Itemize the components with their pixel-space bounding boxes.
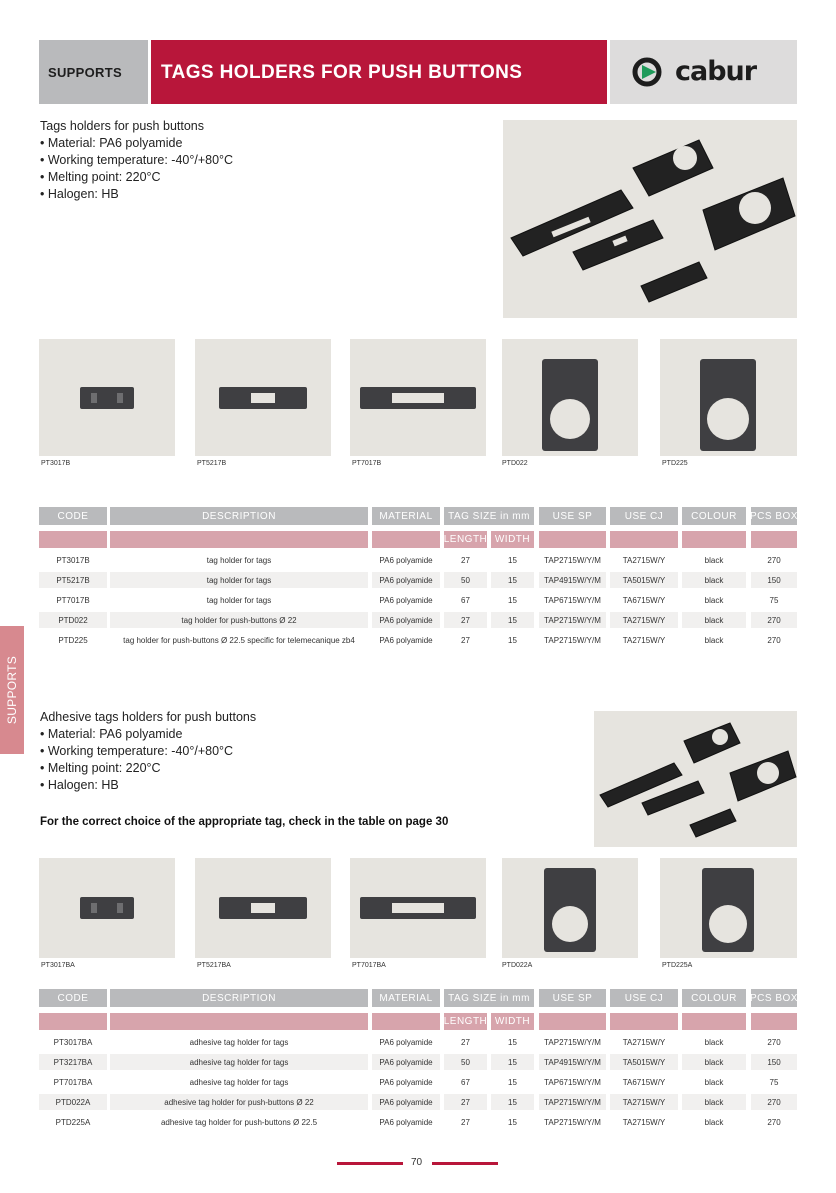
- page-rule-right: [432, 1162, 498, 1165]
- side-tab-label: SUPPORTS: [5, 655, 19, 725]
- thumb-caption: PTD022: [502, 460, 528, 467]
- header-title-box: [151, 40, 607, 104]
- subheader-blank: [372, 1013, 440, 1030]
- col-header-tag-size: TAG SIZE in mm: [444, 989, 534, 1007]
- subheader-blank: [110, 531, 368, 548]
- adhesive-tag-holder-short-icon: [39, 858, 175, 958]
- cell-use-sp: TAP6715W/Y/M: [544, 1077, 601, 1087]
- subheader-blank: [39, 1013, 107, 1030]
- cell-code: PTD225: [58, 635, 88, 645]
- cell-description: adhesive tag holder for push-buttons Ø 22: [110, 1094, 368, 1110]
- cell-material: PA6 polyamide: [379, 635, 433, 645]
- cell-pcs-box: 270: [751, 1094, 797, 1110]
- cell-description: adhesive tag holder for tags: [110, 1054, 368, 1070]
- intro-line: • Halogen: HB: [40, 778, 119, 792]
- cell-material: PA6 polyamide: [379, 555, 433, 565]
- tag-holders-group-icon: [503, 120, 797, 318]
- cell-use-sp: TAP2715W/Y/M: [544, 635, 601, 645]
- thumb-caption: PT3017B: [41, 460, 71, 467]
- intro-line: • Halogen: HB: [40, 187, 119, 201]
- intro-line: • Material: PA6 polyamide: [40, 136, 183, 150]
- cell-use-cj: TA2715W/Y: [622, 1117, 666, 1127]
- intro-line: • Working temperature: -40°/+80°C: [40, 153, 234, 167]
- section2-intro: [40, 709, 256, 794]
- thumb-caption: PTD225: [662, 460, 688, 467]
- subheader-blank: [610, 1013, 678, 1030]
- intro-line: Tags holders for push buttons: [40, 119, 204, 133]
- cell-use-sp: TAP2715W/Y/M: [539, 612, 606, 628]
- col-header-code: CODE: [39, 507, 107, 525]
- col-header-pcs-box: PCS BOX: [751, 507, 797, 525]
- product-thumbnail: [660, 858, 797, 958]
- cell-description: adhesive tag holder for tags: [189, 1037, 289, 1047]
- cell-use-cj: TA2715W/Y: [622, 1037, 666, 1047]
- product-thumbnail: [350, 339, 486, 456]
- col-header-colour: COLOUR: [682, 507, 746, 525]
- col-header-pcs-box: PCS BOX: [751, 989, 797, 1007]
- thumb-caption: PT7017B: [352, 460, 382, 467]
- cell-colour: black: [682, 1094, 746, 1110]
- adhesive-tag-holder-long-icon: [350, 858, 486, 958]
- cell-material: PA6 polyamide: [379, 595, 433, 605]
- logo-mark-icon: [632, 57, 672, 87]
- subheader-blank: [751, 531, 797, 548]
- product-thumbnail: [195, 858, 331, 958]
- cell-width: 15: [491, 572, 534, 588]
- cell-pcs-box: 150: [751, 1054, 797, 1070]
- thumb-caption: PTD022A: [502, 962, 533, 969]
- intro-line: • Melting point: 220°C: [40, 170, 161, 184]
- col-header-use-cj: USE CJ: [610, 507, 678, 525]
- col-header-description: DESCRIPTION: [110, 989, 368, 1007]
- cell-code: PT7017BA: [53, 1077, 93, 1087]
- cell-colour: black: [704, 595, 724, 605]
- cell-code: PTD225A: [55, 1117, 91, 1127]
- cell-code: PT5217B: [39, 572, 107, 588]
- cell-use-sp: TAP6715W/Y/M: [544, 595, 601, 605]
- cell-pcs-box: 270: [767, 1117, 781, 1127]
- adhesive-tag-holder-round-22-icon: [502, 858, 638, 958]
- cell-material: PA6 polyamide: [379, 1077, 433, 1087]
- intro-line: • Working temperature: -40°/+80°C: [40, 744, 234, 758]
- page-rule-left: [337, 1162, 403, 1165]
- product-thumbnail: [195, 339, 331, 456]
- cell-width: 15: [508, 1077, 517, 1087]
- brand-logo: [610, 40, 797, 104]
- cell-code: PTD022: [39, 612, 107, 628]
- cell-colour: black: [704, 635, 724, 645]
- cell-colour: black: [704, 1077, 724, 1087]
- cell-code: PT3017B: [56, 555, 90, 565]
- cell-pcs-box: 270: [767, 1037, 781, 1047]
- subheader-length: LENGTH: [444, 531, 487, 548]
- col-header-material: MATERIAL: [372, 507, 440, 525]
- section1-intro: [40, 118, 233, 203]
- tag-holder-notched-icon: [660, 339, 797, 456]
- cell-width: 15: [491, 1054, 534, 1070]
- cell-length: 27: [461, 635, 470, 645]
- logo-wordmark: cabur: [675, 56, 757, 87]
- col-header-use-cj: USE CJ: [610, 989, 678, 1007]
- product-thumbnail: [39, 858, 175, 958]
- subheader-width: WIDTH: [491, 531, 534, 548]
- cell-width: 15: [508, 555, 517, 565]
- tag-holder-short-icon: [39, 339, 175, 456]
- subheader-blank: [539, 531, 606, 548]
- subheader-blank: [751, 1013, 797, 1030]
- cell-material: PA6 polyamide: [372, 1054, 440, 1070]
- cell-use-sp: TAP4915W/Y/M: [539, 572, 606, 588]
- subheader-blank: [539, 1013, 606, 1030]
- cell-code: PT3217BA: [39, 1054, 107, 1070]
- cell-use-sp: TAP2715W/Y/M: [544, 1117, 601, 1127]
- cell-length: 67: [461, 1077, 470, 1087]
- tag-holder-medium-icon: [195, 339, 331, 456]
- product-photo-adhesive: [594, 711, 797, 847]
- adhesive-tag-holders-group-icon: [594, 711, 797, 847]
- cell-length: 27: [461, 555, 470, 565]
- header-section-box: [39, 40, 148, 104]
- subheader-blank: [110, 1013, 368, 1030]
- cell-use-cj: TA2715W/Y: [610, 612, 678, 628]
- cell-use-sp: TAP4915W/Y/M: [539, 1054, 606, 1070]
- col-header-description: DESCRIPTION: [110, 507, 368, 525]
- cell-use-cj: TA2715W/Y: [622, 635, 666, 645]
- cell-use-cj: TA5015W/Y: [610, 572, 678, 588]
- product-thumbnail: [502, 858, 638, 958]
- cell-colour: black: [704, 1117, 724, 1127]
- cell-width: 15: [491, 1094, 534, 1110]
- cell-use-cj: TA6715W/Y: [622, 595, 666, 605]
- cell-description: adhesive tag holder for tags: [189, 1077, 289, 1087]
- cell-use-cj: TA2715W/Y: [622, 555, 666, 565]
- cell-pcs-box: 75: [769, 595, 779, 605]
- cell-use-sp: TAP2715W/Y/M: [544, 555, 601, 565]
- thumb-caption: PT5217BA: [197, 962, 231, 969]
- adhesive-tag-holder-medium-icon: [195, 858, 331, 958]
- subheader-length: LENGTH: [444, 1013, 487, 1030]
- cell-description: adhesive tag holder for push-buttons Ø 22.5: [160, 1117, 318, 1127]
- side-section-tab[interactable]: [0, 626, 24, 754]
- tag-choice-note: For the correct choice of the appropriate tag, check in the table on page 30: [40, 816, 449, 828]
- cell-width: 15: [491, 612, 534, 628]
- cell-width: 15: [508, 595, 517, 605]
- col-header-material: MATERIAL: [372, 989, 440, 1007]
- cell-description: tag holder for push-buttons Ø 22: [110, 612, 368, 628]
- cell-material: PA6 polyamide: [372, 572, 440, 588]
- intro-line: Adhesive tags holders for push buttons: [40, 710, 257, 724]
- col-header-use-sp: USE SP: [539, 507, 606, 525]
- subheader-blank: [682, 531, 746, 548]
- cell-code: PT7017B: [56, 595, 90, 605]
- cell-material: PA6 polyamide: [379, 1037, 433, 1047]
- cell-length: 27: [444, 1094, 487, 1110]
- cell-material: PA6 polyamide: [379, 1117, 433, 1127]
- cell-length: 27: [444, 612, 487, 628]
- cell-material: PA6 polyamide: [372, 1094, 440, 1110]
- cell-length: 27: [461, 1037, 470, 1047]
- cell-colour: black: [682, 612, 746, 628]
- cell-colour: black: [704, 1037, 724, 1047]
- cell-width: 15: [508, 1037, 517, 1047]
- product-thumbnail: [350, 858, 486, 958]
- cell-pcs-box: 150: [751, 572, 797, 588]
- cell-code: PT3017BA: [53, 1037, 93, 1047]
- cell-code: PTD022A: [39, 1094, 107, 1110]
- cell-colour: black: [682, 572, 746, 588]
- col-header-tag-size: TAG SIZE in mm: [444, 507, 534, 525]
- tag-holder-long-icon: [350, 339, 486, 456]
- page-title: TAGS HOLDERS FOR PUSH BUTTONS: [161, 62, 523, 83]
- subheader-blank: [682, 1013, 746, 1030]
- product-thumbnail: [39, 339, 175, 456]
- cell-pcs-box: 75: [769, 1077, 779, 1087]
- subheader-blank: [610, 531, 678, 548]
- cell-use-cj: TA2715W/Y: [610, 1094, 678, 1110]
- cell-pcs-box: 270: [751, 612, 797, 628]
- subheader-blank: [372, 531, 440, 548]
- adhesive-tag-holder-notched-icon: [660, 858, 797, 958]
- cell-colour: black: [682, 1054, 746, 1070]
- thumb-caption: PTD225A: [662, 962, 693, 969]
- subheader-width: WIDTH: [491, 1013, 534, 1030]
- cell-use-sp: TAP2715W/Y/M: [539, 1094, 606, 1110]
- cell-length: 50: [444, 1054, 487, 1070]
- cell-width: 15: [508, 635, 517, 645]
- cell-use-sp: TAP2715W/Y/M: [544, 1037, 601, 1047]
- cell-length: 67: [461, 595, 470, 605]
- cell-pcs-box: 270: [767, 635, 781, 645]
- cell-colour: black: [704, 555, 724, 565]
- cell-description: tag holder for tags: [206, 555, 272, 565]
- cell-width: 15: [508, 1117, 517, 1127]
- col-header-use-sp: USE SP: [539, 989, 606, 1007]
- cell-length: 27: [461, 1117, 470, 1127]
- cell-description: tag holder for tags: [206, 595, 272, 605]
- col-header-colour: COLOUR: [682, 989, 746, 1007]
- tag-holder-round-22-icon: [502, 339, 638, 456]
- product-thumbnail: [502, 339, 638, 456]
- col-header-code: CODE: [39, 989, 107, 1007]
- cell-description: tag holder for tags: [110, 572, 368, 588]
- cell-use-cj: TA6715W/Y: [622, 1077, 666, 1087]
- intro-line: • Melting point: 220°C: [40, 761, 161, 775]
- product-thumbnail: [660, 339, 797, 456]
- subheader-blank: [39, 531, 107, 548]
- thumb-caption: PT3017BA: [41, 962, 75, 969]
- product-photo: [503, 120, 797, 318]
- header-section-label: SUPPORTS: [48, 65, 122, 80]
- cell-material: PA6 polyamide: [372, 612, 440, 628]
- intro-line: • Material: PA6 polyamide: [40, 727, 183, 741]
- thumb-caption: PT7017BA: [352, 962, 386, 969]
- page-number: 70: [411, 1157, 423, 1168]
- cell-length: 50: [444, 572, 487, 588]
- thumb-caption: PT5217B: [197, 460, 227, 467]
- cell-use-cj: TA5015W/Y: [610, 1054, 678, 1070]
- cell-pcs-box: 270: [767, 555, 781, 565]
- cell-description: tag holder for push-buttons Ø 22.5 specific for telemecanique zb4: [123, 635, 355, 645]
